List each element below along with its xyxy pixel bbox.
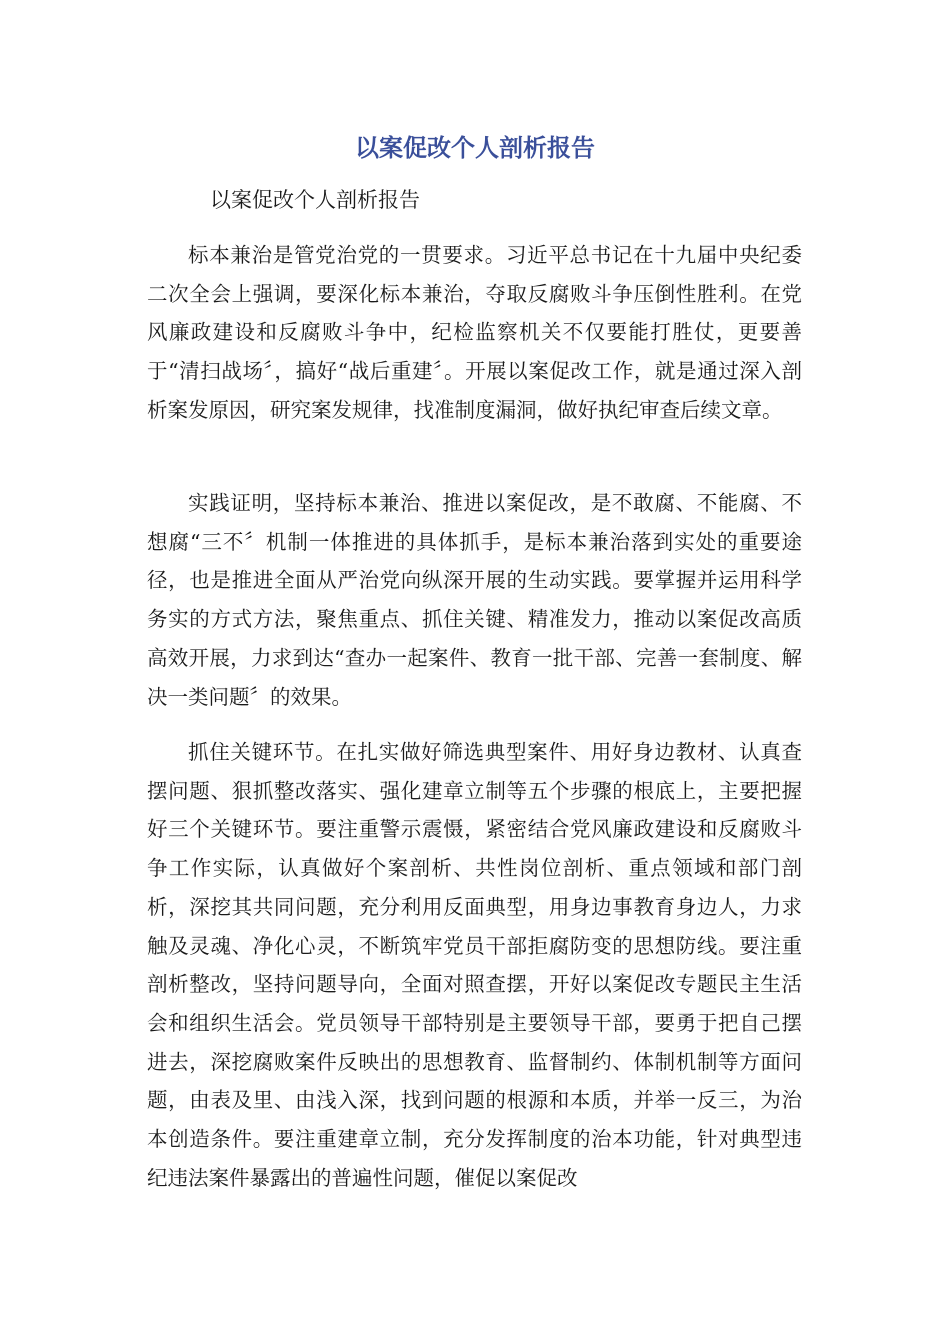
- paragraph-1-block: [147, 236, 802, 430]
- document-subtitle: 以案促改个人剖析报告: [210, 188, 420, 212]
- paragraph-2-block: [147, 484, 802, 716]
- paragraph-3-block: [147, 733, 802, 1197]
- paragraph: 标本兼治是管党治党的一贯要求。习近平总书记在十九届中央纪委二次全会上强调，要深化标本兼治，夺取反腐败斗争压倒性胜利。在党风廉政建设和反腐败斗争中，纪检监察机关不仅要能打胜仗，更要善于“清扫战场〞，搞好“战后重建〞。开展以案促改工作，就是通过深入剖析案发原因，研究案发规律，找准制度漏洞，做好执纪审查后续文章。: [147, 243, 802, 422]
- document-title: 以案促改个人剖析报告: [355, 134, 595, 162]
- paragraph: 实践证明，坚持标本兼治、推进以案促改，是不敢腐、不能腐、不想腐“三不〞机制一体推进的具体抓手，是标本兼治落到实处的重要途径，也是推进全面从严治党向纵深开展的生动实践。要掌握并运用科学务实的方式方法，聚焦重点、抓住关键、精准发力，推动以案促改高质高效开展，力求到达“查办一起案件、教育一批干部、完善一套制度、解决一类问题〞的效果。: [147, 491, 802, 709]
- paragraph: 抓住关键环节。在扎实做好筛选典型案件、用好身边教材、认真查摆问题、狠抓整改落实、强化建章立制等五个步骤的根底上，主要把握好三个关键环节。要注重警示震慑，紧密结合党风廉政建设和反腐败斗争工作实际，认真做好个案剖析、共性岗位剖析、重点领域和部门剖析，深挖其共同问题，充分利用反面典型，用身边事教育身边人，力求触及灵魂、净化心灵，不断筑牢党员干部拒腐防变的思想防线。要注重剖析整改，坚持问题导向，全面对照查摆，开好以案促改专题民主生活会和组织生活会。党员领导干部特别是主要领导干部，要勇于把自己摆进去，深挖腐败案件反映出的思想教育、监督制约、体制机制等方面问题，由表及里、由浅入深，找到问题的根源和本质，并举一反三，为治本创造条件。要注重建章立制，充分发挥制度的治本功能，针对典型违纪违法案件暴露出的普遍性问题，催促以案促改: [147, 740, 802, 1190]
